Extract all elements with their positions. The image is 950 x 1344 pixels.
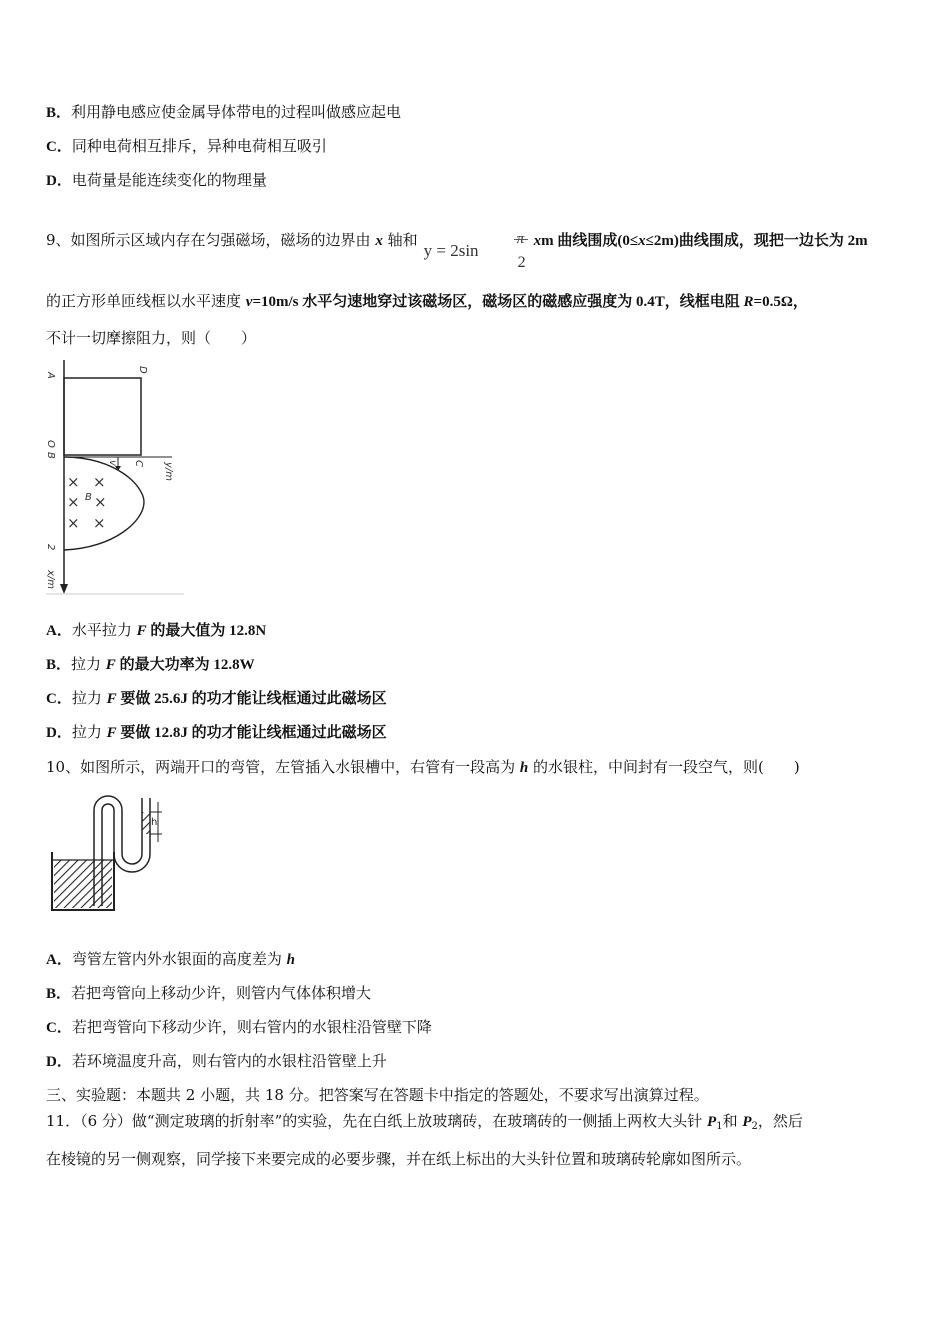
option-letter: D． [46,1054,72,1070]
q9-option-c [46,688,387,709]
magnetic-field-figure [44,356,189,600]
var-h: h [286,952,295,968]
option-text: 拉力 [71,689,107,707]
var-x: x [375,233,383,249]
subscript-2: 2 [751,1121,758,1132]
q9-stem-line-2 [46,291,808,312]
stem-text: 11．（6 分）做“测定玻璃的折射率”的实验，先在白纸上放玻璃砖，在玻璃砖的一侧插上两枚大头针 [46,1112,708,1130]
option-letter: D． [46,725,72,741]
q9-stem-line-1 [46,218,868,271]
field-cross: × [67,473,80,491]
formula-denominator: 2 [517,254,526,271]
q10-stem [46,757,800,778]
var-f: F [136,623,147,639]
option-text: 拉力 [71,655,106,673]
var-h: h [519,760,529,776]
boundary-formula [422,219,530,271]
var-x: x [638,233,646,249]
q11-stem-line-2: 在棱镜的另一侧观察，同学接下来要完成的必要步骤，并在纸上标出的大头针位置和玻璃砖轮廓如图所示。 [46,1150,752,1168]
q10-option-d [46,1051,387,1072]
option-text: 若环境温度升高，则右管内的水银柱沿管壁上升 [71,1052,387,1070]
stem-text: =0.5Ω， [753,294,808,310]
option-letter: A． [46,952,72,968]
option-text: 的最大功率为 12.8W [115,657,255,673]
label-x-axis: x/m [45,570,56,590]
stem-text: 的水银柱，中间封有一段空气，则( ) [528,758,800,776]
field-cross: × [67,514,80,532]
var-f: F [106,725,117,741]
q11-stem-line-1 [46,1111,803,1137]
var-f: F [105,657,116,673]
q8-option-b [46,102,401,123]
var-r: R [743,294,754,310]
option-text: 要做 12.8J 的功才能让线框通过此磁场区 [116,725,387,741]
section-3-title: 三、实验题：本题共 2 小题，共 18 分。把答案写在答题卡中指定的答题处，不要求写出演算过程。 [46,1086,709,1104]
option-letter: C． [46,691,72,707]
stem-text: 和 [722,1112,743,1130]
var-p2: P [742,1114,752,1130]
field-cross: × [94,493,107,511]
stem-text: 轴和 [382,231,418,249]
bent-tube-figure [50,794,170,914]
square-frame [64,378,141,455]
option-letter: B． [46,105,72,121]
option-text: 若把弯管向下移动少许，则右管内的水银柱沿管壁下降 [71,1018,432,1036]
stem-text: 9、如图所示区域内存在匀强磁场，磁场的边界由 [46,231,376,249]
stem-text: 10、如图所示，两端开口的弯管，左管插入水银槽中，右管有一段高为 [46,758,520,776]
option-text: 的最大值为 12.8N [146,623,267,639]
label-h: h [151,817,158,828]
stem-text: m 曲线围成(0≤ [541,233,639,249]
label-two: 2 [45,544,56,551]
formula-numerator: π [516,231,525,247]
var-f: F [106,691,117,707]
label-o: O [45,440,56,448]
stem-text: 的正方形单匝线框以水平速度 [46,292,246,310]
q8-option-c [46,136,327,157]
label-b-field: B [85,492,92,503]
q10-option-c [46,1017,432,1038]
stem-text: =10m/s 水平匀速地穿过该磁场区，磁场区的磁感应强度为 0.4T，线框电阻 [252,294,744,310]
var-v: v [245,294,253,310]
subscript-1: 1 [716,1121,723,1132]
option-letter: C． [46,139,72,155]
q10-option-b [46,983,371,1004]
option-text: 拉力 [71,723,107,741]
label-d: D [137,366,148,374]
label-c: C [133,460,144,467]
option-text: 电荷量是能连续变化的物理量 [71,171,267,189]
option-text: 同种电荷相互排斥，异种电荷相互吸引 [71,137,327,155]
var-x: x [533,233,542,249]
q9-option-a [46,620,266,641]
q9-option-d [46,722,387,743]
label-v: v [107,460,118,466]
q9-stem-line-3: 不计一切摩擦阻力，则（ ） [46,329,257,347]
q8-option-d [46,170,267,191]
option-text: 要做 25.6J 的功才能让线框通过此磁场区 [116,691,387,707]
field-cross: × [67,493,80,511]
option-letter: B． [46,986,72,1002]
stem-text: ，然后 [757,1112,803,1130]
q9-option-b [46,654,255,675]
mercury-in-trough [54,860,112,908]
fraction-bar [514,239,528,240]
option-letter: A． [46,623,72,639]
option-letter: B． [46,657,72,673]
x-axis-arrow [60,584,68,594]
option-text: 水平拉力 [71,621,137,639]
option-letter: D． [46,173,72,189]
option-text: 若把弯管向上移动少许，则管内气体体积增大 [71,984,372,1002]
stem-text: ≤2m)曲线围成，现把一边长为 2m [645,233,868,249]
option-text: 利用静电感应使金属导体带电的过程叫做感应起电 [71,103,402,121]
field-cross: × [93,514,106,532]
option-letter: C． [46,1020,72,1036]
label-b: B [45,452,56,459]
label-a: A [45,372,56,379]
var-p1: P [707,1114,717,1130]
option-text: 弯管左管内外水银面的高度差为 [71,950,287,968]
label-y-axis: y/m [163,462,174,482]
q10-option-a [46,949,295,970]
mercury-column [142,812,150,834]
field-cross: × [93,473,106,491]
formula-main: y = 2sin [423,241,479,260]
